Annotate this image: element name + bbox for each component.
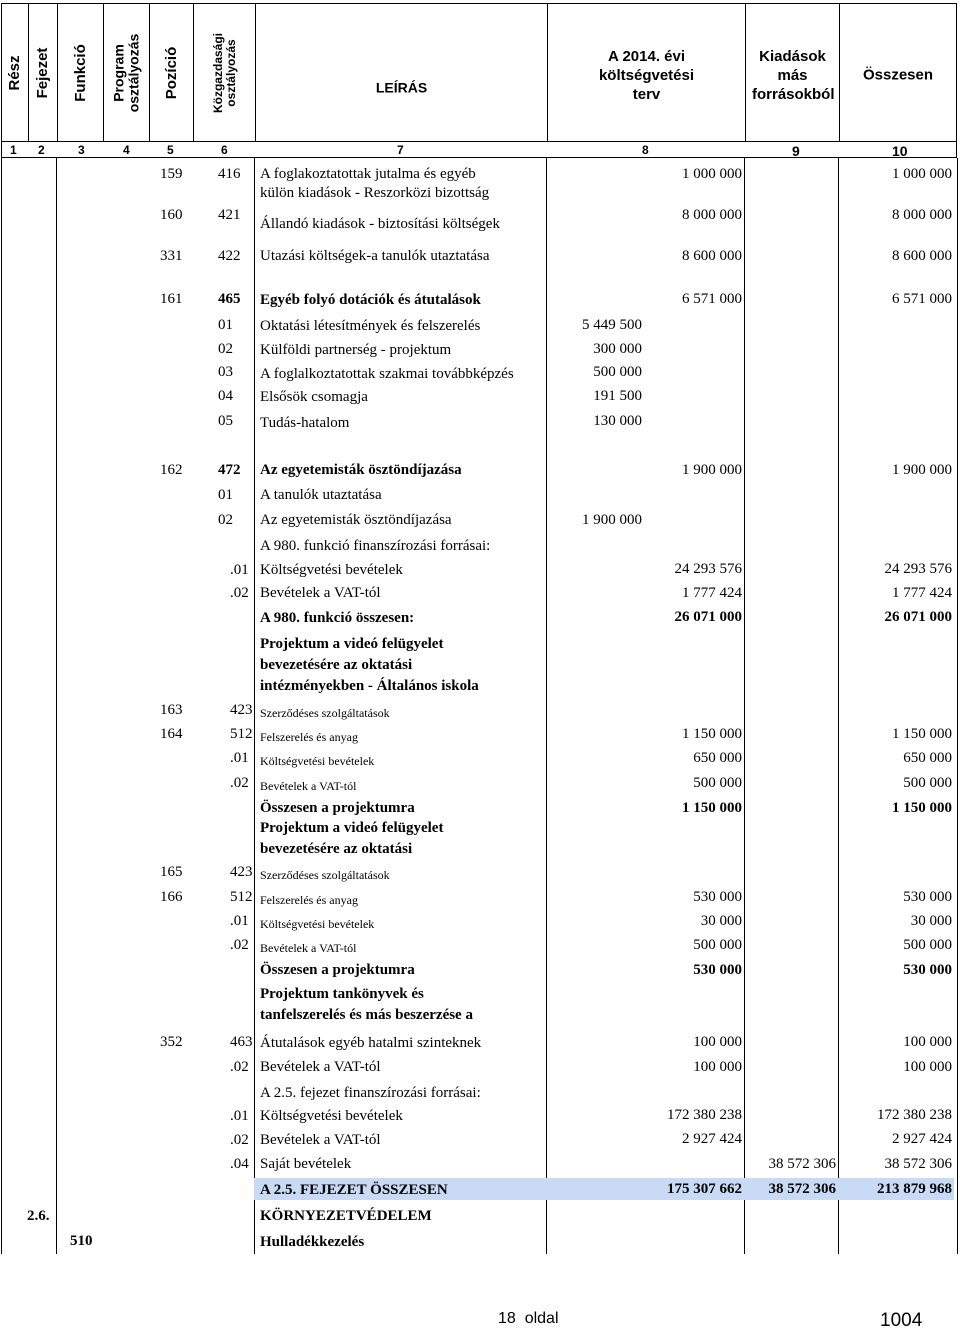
- total-amount: 8 600 000: [892, 248, 952, 264]
- source-code: .01: [230, 750, 249, 766]
- row-description: Felszerelés és anyag: [260, 730, 358, 744]
- plan-amount: 1 150 000: [682, 726, 742, 742]
- grid-line: [744, 158, 745, 1254]
- chapter-number: 2.6.: [27, 1208, 50, 1224]
- grid-line: [1, 158, 2, 1254]
- page-label: 18 oldal: [498, 1310, 559, 1327]
- sub-amount: 5 449 500: [582, 317, 642, 333]
- total-amount: 100 000: [903, 1059, 952, 1075]
- source-description: Saját bevételek: [260, 1156, 352, 1172]
- position-number: 159: [160, 166, 183, 182]
- sub-amount: 300 000: [593, 341, 642, 357]
- sub-description: A foglalkoztatottak szakmai továbbképzés: [260, 366, 514, 382]
- col-num: 9: [792, 143, 800, 159]
- source-description: Költségvetési bevételek: [260, 917, 375, 931]
- position-number: 160: [160, 207, 183, 223]
- total-amount: 500 000: [903, 775, 952, 791]
- source-description: Bevételek a VAT-tól: [260, 1132, 381, 1148]
- total-amount: 172 380 238: [877, 1107, 952, 1123]
- plan-amount: 30 000: [700, 913, 742, 929]
- total-amount: 1 777 424: [892, 585, 952, 601]
- sub-code: 02: [218, 341, 233, 357]
- total-amount: 2 927 424: [892, 1131, 952, 1147]
- total-amount: 1 150 000: [892, 800, 952, 816]
- project-title: Projektum a videó felügyelet: [260, 820, 444, 836]
- col-num: 6: [221, 143, 228, 157]
- position-number: 164: [160, 726, 183, 742]
- chapter-total-label: A 2.5. FEJEZET ÖSSZESEN: [260, 1182, 448, 1198]
- source-code: .02: [230, 585, 249, 601]
- col-num: 8: [642, 143, 649, 157]
- col-num: 7: [397, 143, 404, 157]
- sub-description: Tudás-hatalom: [260, 415, 350, 431]
- plan-amount: 1 777 424: [682, 585, 742, 601]
- total-amount: 1 900 000: [892, 462, 952, 478]
- plan-amount: 530 000: [693, 962, 742, 978]
- project-title: intézményekben - Általános iskola: [260, 678, 479, 694]
- source-description: Költségvetési bevételek: [260, 562, 403, 578]
- source-code: .02: [230, 1059, 249, 1075]
- position-number: 162: [160, 462, 183, 478]
- economic-code: 422: [218, 248, 241, 264]
- row-description: Az egyetemisták ösztöndíjazása: [260, 462, 462, 478]
- row-description: Felszerelés és anyag: [260, 893, 358, 907]
- plan-amount: 6 571 000: [682, 291, 742, 307]
- source-description: Bevételek a VAT-tól: [260, 585, 381, 601]
- economic-code: 423: [230, 702, 253, 718]
- position-number: 161: [160, 291, 183, 307]
- col-num: 2: [38, 143, 45, 157]
- plan-amount: 100 000: [693, 1034, 742, 1050]
- source-code: .01: [230, 562, 249, 578]
- other-sources-amount: 38 572 306: [768, 1181, 836, 1197]
- sub-amount: 1 900 000: [582, 512, 642, 528]
- economic-code: 463: [230, 1034, 253, 1050]
- col-num: 5: [167, 143, 174, 157]
- plan-amount: 1 900 000: [682, 462, 742, 478]
- row-description: Utazási költségek-a tanulók utaztatása: [260, 248, 490, 264]
- grid-line: [56, 158, 57, 1254]
- project-title: bevezetésére az oktatási: [260, 841, 413, 857]
- sub-description: Elsősök csomagja: [260, 389, 368, 405]
- plan-amount: 2 927 424: [682, 1131, 742, 1147]
- economic-code: 416: [218, 166, 241, 182]
- plan-amount: 500 000: [693, 937, 742, 953]
- header-leiras: LEÍRÁS: [256, 4, 548, 141]
- source-description: Bevételek a VAT-tól: [260, 1059, 381, 1075]
- total-amount: 530 000: [903, 962, 952, 978]
- sub-description: A tanulók utaztatása: [260, 487, 382, 503]
- section-title: A 2.5. fejezet finanszírozási forrásai:: [260, 1085, 481, 1101]
- project-title: Projektum a videó felügyelet: [260, 636, 444, 652]
- function-total-label: A 980. funkció összesen:: [260, 610, 415, 626]
- sub-amount: 130 000: [593, 413, 642, 429]
- sub-description: Az egyetemisták ösztöndíjazása: [260, 512, 452, 528]
- chapter-title: KÖRNYEZETVÉDELEM: [260, 1208, 432, 1224]
- economic-code: 472: [218, 462, 241, 478]
- plan-amount: 1 150 000: [682, 800, 742, 816]
- plan-amount: 650 000: [693, 750, 742, 766]
- row-description: Szerződéses szolgáltatások: [260, 868, 390, 882]
- row-description: A foglakoztatottak jutalma és egyéb: [260, 166, 476, 182]
- position-number: 163: [160, 702, 183, 718]
- plan-amount: 500 000: [693, 775, 742, 791]
- plan-amount: 175 307 662: [667, 1181, 742, 1197]
- position-number: 165: [160, 864, 183, 880]
- sub-amount: 191 500: [593, 388, 642, 404]
- grid-line: [254, 158, 255, 1254]
- source-code: .04: [230, 1156, 249, 1172]
- economic-code: 465: [218, 291, 241, 307]
- source-code: .02: [230, 937, 249, 953]
- total-amount: 530 000: [903, 889, 952, 905]
- column-number-row: [1, 142, 957, 158]
- total-amount: 24 293 576: [884, 561, 952, 577]
- header-kozgazdasagi: Közgazdasági osztályozás: [194, 4, 256, 141]
- position-number: 166: [160, 889, 183, 905]
- source-description: Bevételek a VAT-tól: [260, 941, 357, 955]
- total-amount: 500 000: [903, 937, 952, 953]
- total-amount: 26 071 000: [884, 609, 952, 625]
- header-fejezet: Fejezet: [29, 4, 58, 141]
- col-num: 3: [78, 143, 85, 157]
- source-code: .01: [230, 1108, 249, 1124]
- total-amount: 100 000: [903, 1034, 952, 1050]
- total-amount: 38 572 306: [884, 1156, 952, 1172]
- function-title: Hulladékkezelés: [260, 1234, 365, 1250]
- section-title: A 980. funkció finanszírozási forrásai:: [260, 538, 491, 554]
- header-kiadasok: Kiadások más forrásokból: [746, 4, 840, 141]
- header-funkcio: Funkció: [58, 4, 104, 141]
- sub-code: 03: [218, 364, 233, 380]
- header-program: Program osztályozás: [104, 4, 150, 141]
- sub-code: 05: [218, 413, 233, 429]
- position-number: 352: [160, 1034, 183, 1050]
- total-amount: 8 000 000: [892, 207, 952, 223]
- economic-code: 512: [230, 726, 253, 742]
- source-description: Költségvetési bevételek: [260, 1108, 403, 1124]
- sub-description: Oktatási létesítmények és felszerelés: [260, 318, 481, 334]
- project-title: bevezetésére az oktatási: [260, 657, 413, 673]
- table-header: [1, 3, 957, 142]
- function-number: 510: [70, 1233, 93, 1249]
- plan-amount: 1 000 000: [682, 166, 742, 182]
- project-total-label: Összesen a projektumra: [260, 962, 415, 978]
- row-description: külön kiadások - Reszorközi bizottság: [260, 185, 490, 201]
- total-amount: 1 000 000: [892, 166, 952, 182]
- total-amount: 6 571 000: [892, 291, 952, 307]
- economic-code: 423: [230, 864, 253, 880]
- source-description: Költségvetési bevételek: [260, 754, 375, 768]
- source-code: .02: [230, 1132, 249, 1148]
- col-num: 4: [123, 143, 130, 157]
- row-description: Egyéb folyó dotációk és átutalások: [260, 292, 481, 308]
- source-description: Bevételek a VAT-tól: [260, 779, 357, 793]
- grid-line: [838, 158, 839, 1254]
- source-code: .02: [230, 775, 249, 791]
- total-amount: 213 879 968: [877, 1181, 952, 1197]
- col-num: 1: [10, 143, 17, 157]
- economic-code: 512: [230, 889, 253, 905]
- source-code: .01: [230, 913, 249, 929]
- position-number: 331: [160, 248, 183, 264]
- sub-code: 02: [218, 512, 233, 528]
- plan-amount: 8 600 000: [682, 248, 742, 264]
- sub-code: 01: [218, 487, 233, 503]
- plan-amount: 100 000: [693, 1059, 742, 1075]
- plan-amount: 172 380 238: [667, 1107, 742, 1123]
- total-amount: 1 150 000: [892, 726, 952, 742]
- total-amount: 650 000: [903, 750, 952, 766]
- page-number: 1004: [880, 1310, 923, 1331]
- row-description: Átutalások egyéb hatalmi szinteknek: [260, 1035, 482, 1051]
- header-osszesen: Összesen: [862, 66, 934, 84]
- sub-description: Külföldi partnerség - projektum: [260, 342, 452, 358]
- plan-amount: 24 293 576: [674, 561, 742, 577]
- header-pozicio: Pozíció: [150, 4, 194, 141]
- total-amount: 30 000: [910, 913, 952, 929]
- header-terv: A 2014. évi költségvetési terv: [548, 4, 746, 141]
- grid-line: [957, 158, 958, 1254]
- project-total-label: Összesen a projektumra: [260, 800, 415, 816]
- plan-amount: 26 071 000: [674, 609, 742, 625]
- row-description: Állandó kiadások - biztosítási költségek: [260, 216, 500, 232]
- sub-code: 01: [218, 317, 233, 333]
- plan-amount: 8 000 000: [682, 207, 742, 223]
- header-resz: Rész: [2, 4, 29, 141]
- sub-amount: 500 000: [593, 364, 642, 380]
- project-title: Projektum tankönyvek és: [260, 986, 424, 1002]
- col-num: 10: [892, 143, 908, 159]
- project-title: tanfelszerelés és más beszerzése a: [260, 1007, 473, 1023]
- row-description: Szerződéses szolgáltatások: [260, 706, 390, 720]
- plan-amount: 530 000: [693, 889, 742, 905]
- other-sources-amount: 38 572 306: [768, 1156, 836, 1172]
- sub-code: 04: [218, 388, 233, 404]
- economic-code: 421: [218, 207, 241, 223]
